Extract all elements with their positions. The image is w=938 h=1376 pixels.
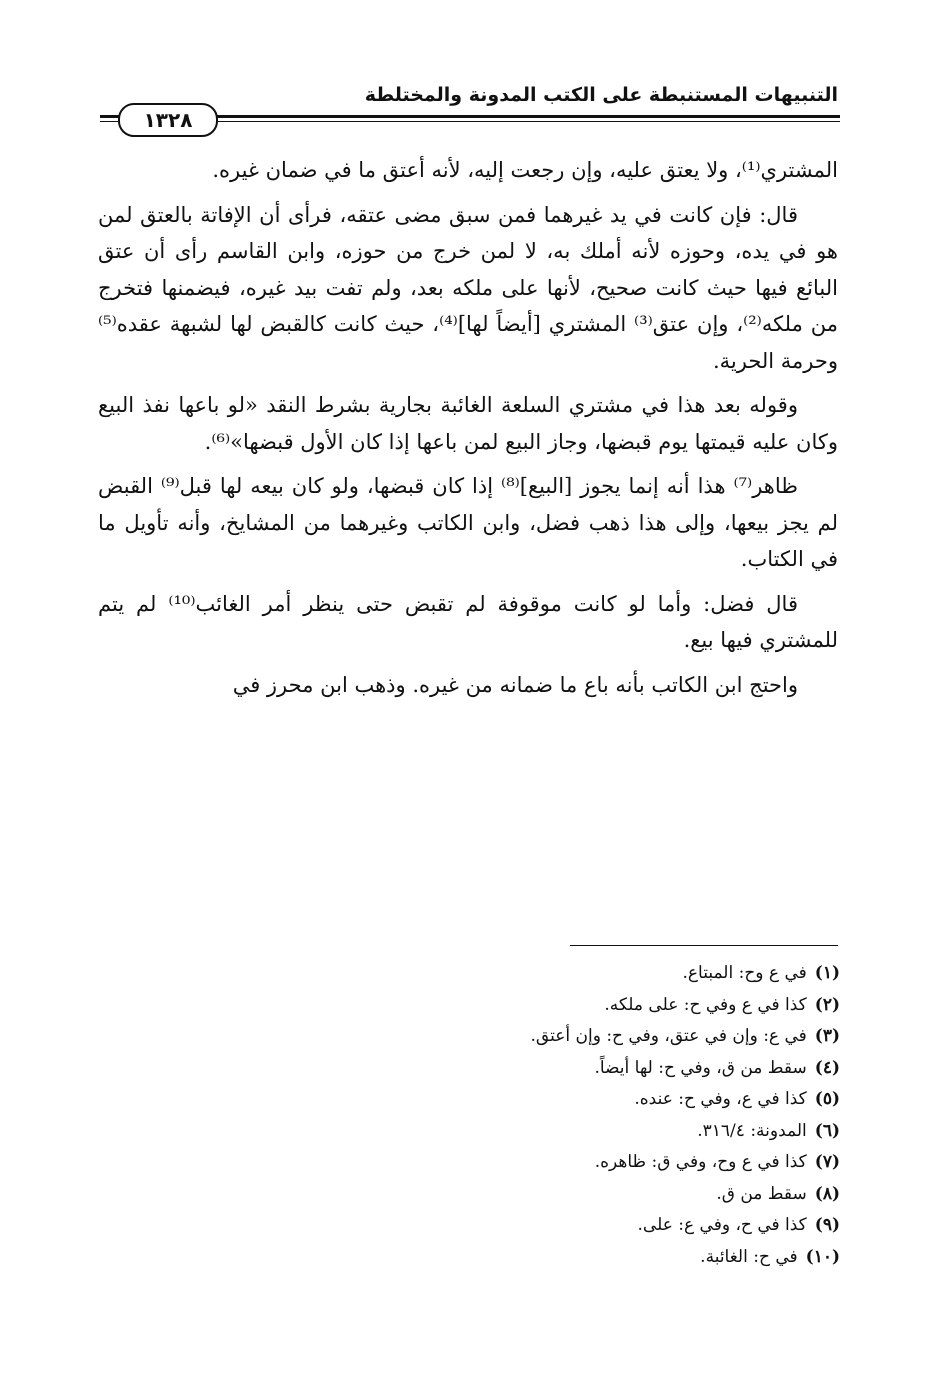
footnote (240, 1179, 840, 1211)
footnote-number: (٨) (814, 1183, 840, 1204)
footnote-number: (٣) (814, 1026, 840, 1046)
footnote-text: سقط من ق، وفي ح: لها أيضاً. (594, 1057, 807, 1078)
footnote-text: كذا في ح، وفي ع: على. (637, 1215, 807, 1235)
footnote-text: في ع: وإن في عتق، وفي ح: وإن أعتق. (530, 1026, 807, 1046)
paragraph: قال: فإن كانت في يد غيرهما فمن سبق مضى عتقه، فرأى أن الإفاتة بالعتق لمن هو في يده، وحوزه لأنه أملك به، لا لمن خرج من حوزه، وابن القاسم رأى أن عتق البائع فيها حيث كانت صحيح، لأنها على ملكه بعد، ولم تفت بيد غيره، فيضمنها فتخرج من ملكه⁽²⁾، وإن عتق⁽³⁾ المشتري [أيضاً لها]⁽⁴⁾، حيث كانت كالقبض لها لشبهة عقده⁽⁵⁾ وحرمة الحرية. (98, 202, 838, 373)
footnote-text: كذا في ع وح، وفي ق: ظاهره. (594, 1152, 807, 1172)
footnote-text: كذا في ع وفي ح: على ملكه. (604, 994, 807, 1015)
footnote-number: (٦) (814, 1120, 840, 1141)
footnote-number: (١) (814, 963, 840, 983)
footnote-number: (٥) (814, 1089, 840, 1109)
footnote-number: (٢) (814, 994, 840, 1015)
running-title: التنبيهات المستنبطة على الكتب المدونة والمختلطة (364, 84, 838, 106)
footnote-text: كذا في ع، وفي ح: عنده. (634, 1089, 807, 1109)
footnote-number: (٤) (814, 1057, 840, 1078)
footnote-separator (570, 945, 838, 946)
footnote-text: المدونة: ٣١٦/٤. (697, 1120, 807, 1141)
footnote-text: سقط من ق. (716, 1183, 807, 1204)
footnote-number: (١٠) (805, 1246, 840, 1267)
footnote (240, 1242, 840, 1274)
paragraph: المشتري⁽¹⁾، ولا يعتق عليه، وإن رجعت إليه، لأنه أعتق ما في ضمان غيره. (212, 158, 838, 182)
footnote (240, 1147, 840, 1179)
footnote (240, 1021, 840, 1053)
footnote (240, 958, 840, 990)
paragraph: قال فضل: وأما لو كانت موقوفة لم تقبض حتى ينظر أمر الغائب⁽¹⁰⁾ لم يتم للمشتري فيها بيع. (98, 591, 838, 652)
footnote-number: (٧) (814, 1152, 840, 1172)
paragraph: ظاهر⁽⁷⁾ هذا أنه إنما يجوز [البيع]⁽⁸⁾ إذا كان قبضها، ولو كان بيعه لها قبل⁽⁹⁾ القبض لم يجز بيعها، وإلى هذا ذهب فضل، وابن الكاتب وغيرهما من المشايخ، وأنه تأويل ما في الكتاب. (98, 474, 838, 571)
paragraph: واحتج ابن الكاتب بأنه باع ما ضمانه من غيره. وذهب ابن محرز في (232, 672, 798, 697)
footnote (240, 1053, 840, 1085)
footnotes (240, 958, 840, 1273)
footnote-text: في ح: الغائبة. (700, 1246, 798, 1267)
footnote (240, 1116, 840, 1148)
footnote (240, 1084, 840, 1116)
footnote (240, 990, 840, 1022)
paragraph: وقوله بعد هذا في مشتري السلعة الغائبة بجارية بشرط النقد «لو باعها نفذ البيع وكان عليه قيمتها يوم قبضها، وجاز البيع لمن باعها إذا كان الأول قبضها»⁽⁶⁾. (98, 393, 838, 454)
page-number: ١٣٢٨ (118, 103, 218, 137)
footnote-number: (٩) (814, 1215, 840, 1235)
footnote (240, 1210, 840, 1242)
main-text (98, 152, 838, 711)
footnote-text: في ع وح: المبتاع. (682, 963, 807, 983)
